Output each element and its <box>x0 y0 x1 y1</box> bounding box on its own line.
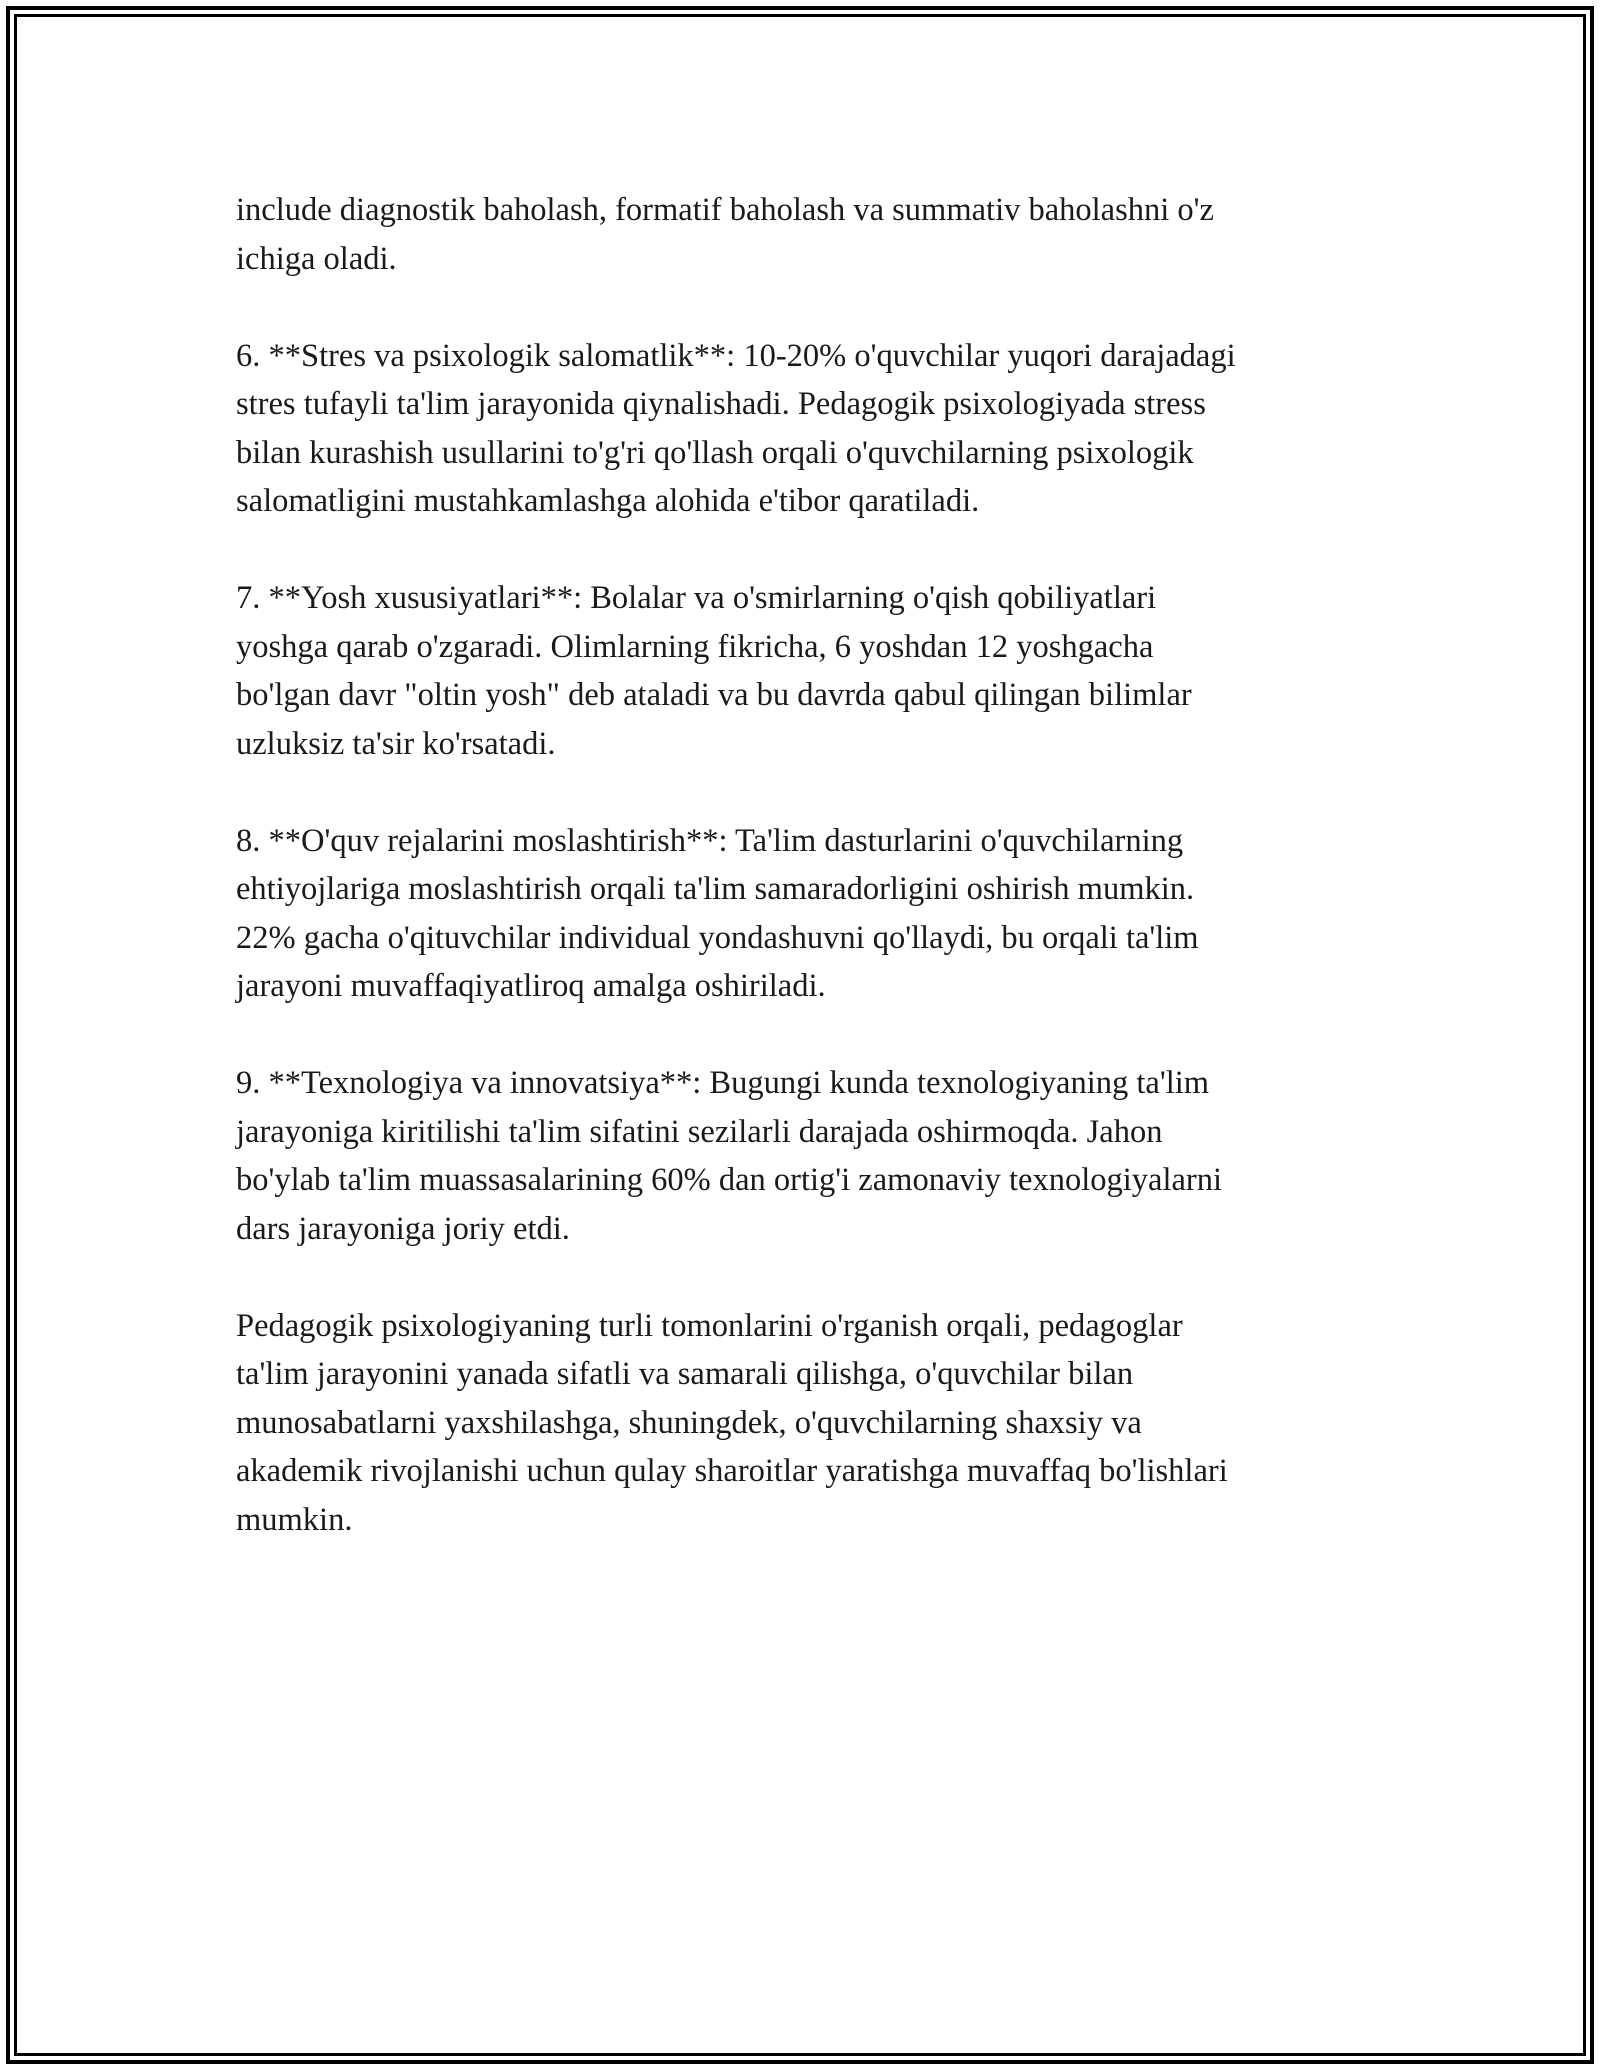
paragraph-item-8-curriculum: 8. **O'quv rejalarini moslashtirish**: Ta'lim dasturlarini o'quvchilarning ehtiyojlariga moslashtirish orqali ta'lim samaradorligini oshirish mumkin. 22% gacha o'qituvchilar individual yondashuvni qo'llaydi, bu orqali ta'lim jarayoni muvaffaqiyatliroq amalga oshiriladi. <box>236 822 1199 1004</box>
paragraph-item-9-technology: 9. **Texnologiya va innovatsiya**: Bugungi kunda texnologiyaning ta'lim jarayoniga kiritilishi ta'lim sifatini sezilarli darajada oshirmoqda. Jahon bo'ylab ta'lim muassasalarining 60% dan ortig'i zamonaviy texnologiyalarni dars jarayoniga joriy etdi. <box>236 1065 1223 1247</box>
paragraph-item-7-age: 7. **Yosh xususiyatlari**: Bolalar va o'smirlarning o'qish qobiliyatlari yoshga qarab o'zgaradi. Olimlarning fikricha, 6 yoshdan 12 yoshgacha bo'lgan davr "oltin yosh" deb ataladi va bu davrda qabul qilingan bilimlar uzluksiz ta'sir ko'rsatadi. <box>236 580 1192 762</box>
paragraph-item-6-stress: 6. **Stres va psixologik salomatlik**: 10-20% o'quvchilar yuqori darajadagi stres tufayli ta'lim jarayonida qiynalishadi. Pedagogik psixologiyada stress bilan kurashish usullarini to'g'ri qo'llash orqali o'quvchilarning psixologik salomatligini mustahkamlashga alohida e'tibor qaratiladi. <box>236 337 1236 519</box>
document-body <box>236 186 1376 1544</box>
paragraph-assessment-continuation: include diagnostik baholash, formatif baholash va summativ baholashni o'z ichiga oladi. <box>236 192 1214 277</box>
paragraph-conclusion: Pedagogik psixologiyaning turli tomonlarini o'rganish orqali, pedagoglar ta'lim jarayonini yanada sifatli va samarali qilishga, o'quvchilar bilan munosabatlarni yaxshilashga, shuningdek, o'quvchilarning shaxsiy va akademik rivojlanishi uchun qulay sharoitlar yaratishga muvaffaq bo'lishlari mumkin. <box>236 1307 1228 1538</box>
